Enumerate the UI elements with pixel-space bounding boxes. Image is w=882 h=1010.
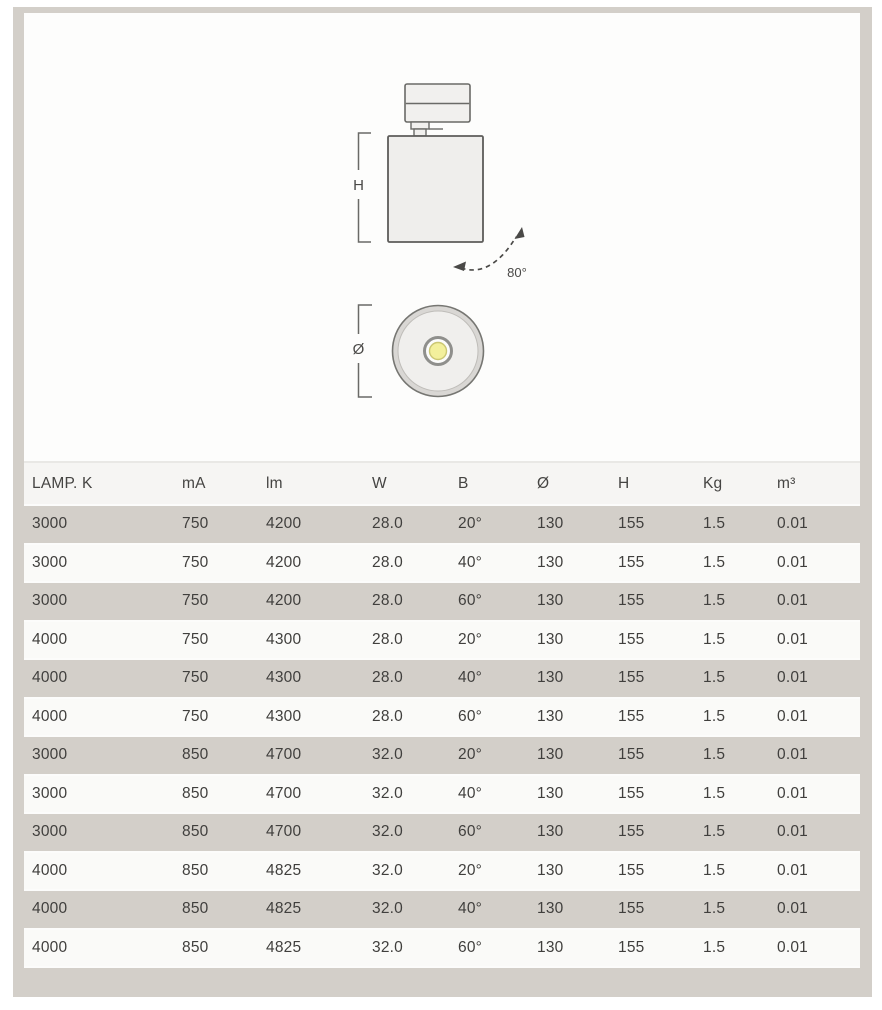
table-cell: 130	[537, 823, 564, 841]
table-cell: 130	[537, 553, 564, 571]
table-cell: 20°	[458, 515, 483, 533]
table-cell: 850	[182, 900, 209, 918]
table-cell: 155	[618, 630, 645, 648]
table-row	[24, 814, 860, 853]
table-row	[24, 776, 860, 815]
table-cell: 4000	[32, 707, 68, 725]
table-cell: 0.01	[777, 592, 808, 610]
table-cell: 0.01	[777, 784, 808, 802]
table-cell: 0.01	[777, 515, 808, 533]
table-row	[24, 622, 860, 661]
lamp-front-view	[393, 306, 484, 397]
table-cell: 3000	[32, 553, 68, 571]
table-cell: 60°	[458, 592, 483, 610]
led-chip	[430, 343, 447, 360]
table-cell: 1.5	[703, 592, 726, 610]
table-cell: 4825	[266, 900, 302, 918]
table-cell: 750	[182, 553, 209, 571]
table-cell: 32.0	[372, 861, 403, 879]
table-cell: 850	[182, 823, 209, 841]
table-row	[24, 583, 860, 622]
spec-sheet-frame	[13, 7, 872, 997]
column-header: lm	[266, 474, 283, 492]
table-cell: 130	[537, 861, 564, 879]
table-cell: 750	[182, 669, 209, 687]
table-cell: 130	[537, 592, 564, 610]
table-cell: 155	[618, 592, 645, 610]
table-cell: 1.5	[703, 784, 726, 802]
table-cell: 850	[182, 861, 209, 879]
table-cell: 28.0	[372, 630, 403, 648]
table-cell: 750	[182, 707, 209, 725]
table-cell: 3000	[32, 784, 68, 802]
table-cell: 130	[537, 669, 564, 687]
table-cell: 28.0	[372, 707, 403, 725]
table-cell: 0.01	[777, 900, 808, 918]
table-cell: 0.01	[777, 861, 808, 879]
table-cell: 3000	[32, 592, 68, 610]
table-cell: 4700	[266, 823, 302, 841]
table-cell: 0.01	[777, 707, 808, 725]
table-cell: 60°	[458, 823, 483, 841]
table-cell: 1.5	[703, 553, 726, 571]
table-header-row	[24, 463, 860, 506]
table-cell: 28.0	[372, 669, 403, 687]
table-cell: 3000	[32, 515, 68, 533]
table-cell: 130	[537, 784, 564, 802]
table-cell: 0.01	[777, 823, 808, 841]
table-cell: 3000	[32, 823, 68, 841]
spec-table	[24, 463, 860, 968]
table-cell: 155	[618, 515, 645, 533]
product-diagram	[24, 13, 860, 463]
table-cell: 60°	[458, 938, 483, 956]
table-cell: 1.5	[703, 515, 726, 533]
table-cell: 0.01	[777, 746, 808, 764]
table-cell: 40°	[458, 669, 483, 687]
table-cell: 130	[537, 746, 564, 764]
table-cell: 4200	[266, 515, 302, 533]
column-header: Kg	[703, 474, 723, 492]
table-cell: 155	[618, 707, 645, 725]
table-row	[24, 506, 860, 545]
column-header: m³	[777, 474, 796, 492]
table-cell: 4200	[266, 592, 302, 610]
table-cell: 1.5	[703, 823, 726, 841]
table-cell: 60°	[458, 707, 483, 725]
table-cell: 32.0	[372, 938, 403, 956]
table-cell: 4825	[266, 938, 302, 956]
table-row	[24, 891, 860, 930]
table-cell: 20°	[458, 746, 483, 764]
table-cell: 155	[618, 746, 645, 764]
table-cell: 130	[537, 938, 564, 956]
lamp-body	[388, 136, 483, 242]
table-cell: 750	[182, 592, 209, 610]
table-cell: 3000	[32, 746, 68, 764]
table-cell: 4825	[266, 861, 302, 879]
table-row	[24, 699, 860, 738]
table-cell: 32.0	[372, 823, 403, 841]
table-cell: 155	[618, 900, 645, 918]
table-cell: 4300	[266, 707, 302, 725]
table-cell: 130	[537, 900, 564, 918]
table-cell: 32.0	[372, 746, 403, 764]
table-cell: 4700	[266, 746, 302, 764]
table-cell: 750	[182, 515, 209, 533]
table-cell: 40°	[458, 900, 483, 918]
table-row	[24, 930, 860, 969]
table-cell: 850	[182, 746, 209, 764]
rotation-angle-label: 80°	[507, 265, 527, 280]
column-header: B	[458, 474, 469, 492]
table-cell: 130	[537, 707, 564, 725]
table-cell: 28.0	[372, 592, 403, 610]
table-cell: 0.01	[777, 669, 808, 687]
table-cell: 4300	[266, 669, 302, 687]
table-cell: 155	[618, 861, 645, 879]
column-header: mA	[182, 474, 206, 492]
table-cell: 155	[618, 669, 645, 687]
table-cell: 28.0	[372, 515, 403, 533]
table-cell: 130	[537, 515, 564, 533]
track-adapter	[405, 84, 470, 136]
table-cell: 155	[618, 553, 645, 571]
table-row	[24, 853, 860, 892]
table-cell: 1.5	[703, 630, 726, 648]
table-cell: 130	[537, 630, 564, 648]
table-cell: 4000	[32, 861, 68, 879]
table-cell: 850	[182, 784, 209, 802]
column-header: W	[372, 474, 387, 492]
table-cell: 155	[618, 823, 645, 841]
table-cell: 4000	[32, 630, 68, 648]
height-label: H	[353, 177, 364, 194]
table-cell: 850	[182, 938, 209, 956]
table-cell: 1.5	[703, 707, 726, 725]
table-cell: 1.5	[703, 669, 726, 687]
table-cell: 4200	[266, 553, 302, 571]
table-cell: 1.5	[703, 900, 726, 918]
table-cell: 0.01	[777, 630, 808, 648]
table-cell: 0.01	[777, 553, 808, 571]
table-cell: 155	[618, 784, 645, 802]
table-cell: 0.01	[777, 938, 808, 956]
table-cell: 40°	[458, 553, 483, 571]
table-cell: 1.5	[703, 746, 726, 764]
table-cell: 4700	[266, 784, 302, 802]
table-cell: 1.5	[703, 861, 726, 879]
table-cell: 155	[618, 938, 645, 956]
table-row	[24, 545, 860, 584]
table-body	[24, 506, 860, 968]
table-cell: 4000	[32, 900, 68, 918]
table-cell: 1.5	[703, 938, 726, 956]
table-row	[24, 737, 860, 776]
table-cell: 4300	[266, 630, 302, 648]
table-cell: 750	[182, 630, 209, 648]
column-header: H	[618, 474, 630, 492]
table-cell: 28.0	[372, 553, 403, 571]
table-cell: 32.0	[372, 784, 403, 802]
table-cell: 20°	[458, 861, 483, 879]
diameter-label: Ø	[352, 341, 365, 358]
table-cell: 20°	[458, 630, 483, 648]
table-cell: 4000	[32, 938, 68, 956]
table-row	[24, 660, 860, 699]
column-header: LAMP. K	[32, 474, 93, 492]
product-diagram-area	[24, 13, 860, 463]
table-cell: 40°	[458, 784, 483, 802]
column-header: Ø	[537, 474, 550, 492]
table-cell: 4000	[32, 669, 68, 687]
table-cell: 32.0	[372, 900, 403, 918]
